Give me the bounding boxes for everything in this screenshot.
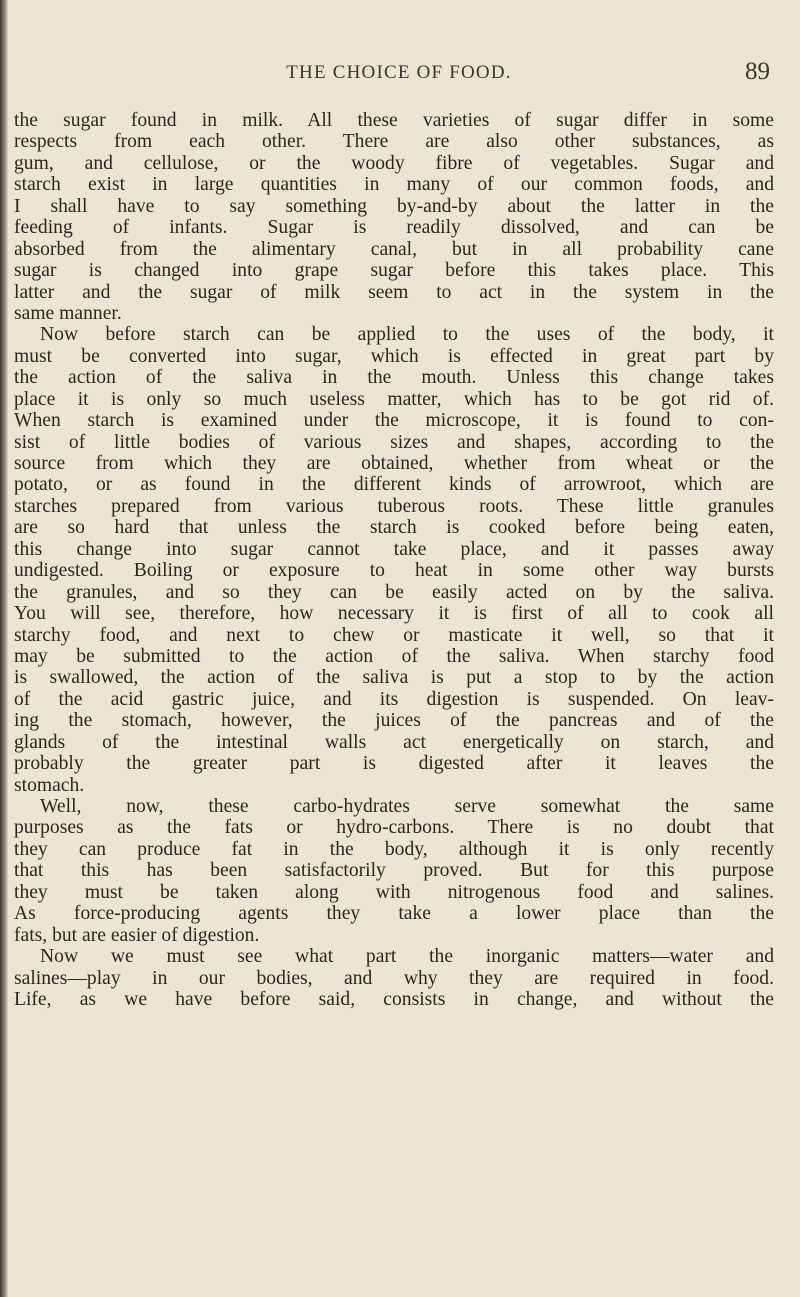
- text-line: fats, but are easier of digestion.: [14, 924, 260, 946]
- text-line: the granules, and so they can be easily acted on by the saliva.: [14, 581, 774, 603]
- text-line: must be converted into sugar, which is effected in great part by: [14, 345, 774, 367]
- text-line: source from which they are obtained, whether from wheat or the: [14, 453, 774, 474]
- text-line: this change into sugar cannot take place, and it passes away: [14, 538, 774, 560]
- text-line: absorbed from the alimentary canal, but in all probability cane: [14, 238, 774, 260]
- text-line: that this has been satisfactorily proved. But for this purpose: [14, 860, 774, 882]
- text-line: sugar is changed into grape sugar before this takes place. This: [14, 260, 774, 282]
- text-line: the action of the saliva in the mouth. Unless this change takes: [14, 367, 774, 389]
- text-line: they can produce fat in the body, although it is only recently: [14, 838, 774, 860]
- text-line: of the acid gastric juice, and its digestion is suspended. On leav-: [14, 688, 774, 710]
- text-line: stomach.: [14, 774, 85, 796]
- text-line: probably the greater part is digested after it leaves the: [14, 753, 774, 775]
- text-line: Now we must see what part the inorganic matters—water and: [40, 946, 774, 968]
- body-text: [14, 110, 774, 1010]
- text-line: place it is only so much useless matter, which has to be got rid of.: [14, 388, 774, 410]
- text-line: are so hard that unless the starch is cooked before being eaten,: [14, 517, 774, 539]
- page-number: 89: [745, 58, 770, 85]
- text-line: is swallowed, the action of the saliva is put a stop to by the action: [14, 667, 774, 689]
- text-line: Now before starch can be applied to the uses of the body, it: [40, 324, 774, 346]
- text-line: the sugar found in milk. All these varieties of sugar differ in some: [14, 110, 774, 131]
- text-line: feeding of infants. Sugar is readily dissolved, and can be: [14, 217, 774, 239]
- text-line: salines—play in our bodies, and why they are required in food.: [14, 967, 774, 989]
- text-line: As force-producing agents they take a lower place than the: [14, 903, 774, 925]
- text-line: may be submitted to the action of the saliva. When starchy food: [14, 645, 774, 667]
- text-line: latter and the sugar of milk seem to act in the system in the: [14, 281, 774, 303]
- running-head: THE CHOICE OF FOOD.: [286, 62, 512, 83]
- text-line: starches prepared from various tuberous roots. These little granules: [14, 495, 774, 517]
- page-header: [14, 58, 784, 88]
- page-binding-edge: [0, 0, 8, 1297]
- text-line: When starch is examined under the microscope, it is found to con-: [14, 410, 774, 432]
- text-line: Well, now, these carbo-hydrates serve somewhat the same: [40, 796, 774, 817]
- text-line: You will see, therefore, how necessary it is first of all to cook all: [14, 603, 774, 625]
- text-line: undigested. Boiling or exposure to heat in some other way bursts: [14, 560, 774, 582]
- text-line: glands of the intestinal walls act energetically on starch, and: [14, 731, 774, 753]
- text-line: purposes as the fats or hydro-carbons. There is no doubt that: [14, 817, 774, 839]
- text-line: starch exist in large quantities in many of our common foods, and: [14, 174, 774, 196]
- text-line: they must be taken along with nitrogenous food and salines.: [14, 881, 774, 903]
- text-line: sist of little bodies of various sizes and shapes, according to the: [14, 431, 774, 453]
- text-line: potato, or as found in the different kinds of arrowroot, which are: [14, 474, 774, 496]
- text-line: starchy food, and next to chew or masticate it well, so that it: [14, 624, 774, 646]
- text-line: ing the stomach, however, the juices of the pancreas and of the: [14, 710, 774, 732]
- text-line: Life, as we have before said, consists in change, and without the: [14, 988, 774, 1010]
- text-line: I shall have to say something by-and-by about the latter in the: [14, 195, 774, 217]
- text-line: same manner.: [14, 302, 122, 324]
- book-page: [14, 0, 784, 1297]
- text-line: respects from each other. There are also other substances, as: [14, 131, 774, 153]
- text-line: gum, and cellulose, or the woody fibre of vegetables. Sugar and: [14, 152, 774, 174]
